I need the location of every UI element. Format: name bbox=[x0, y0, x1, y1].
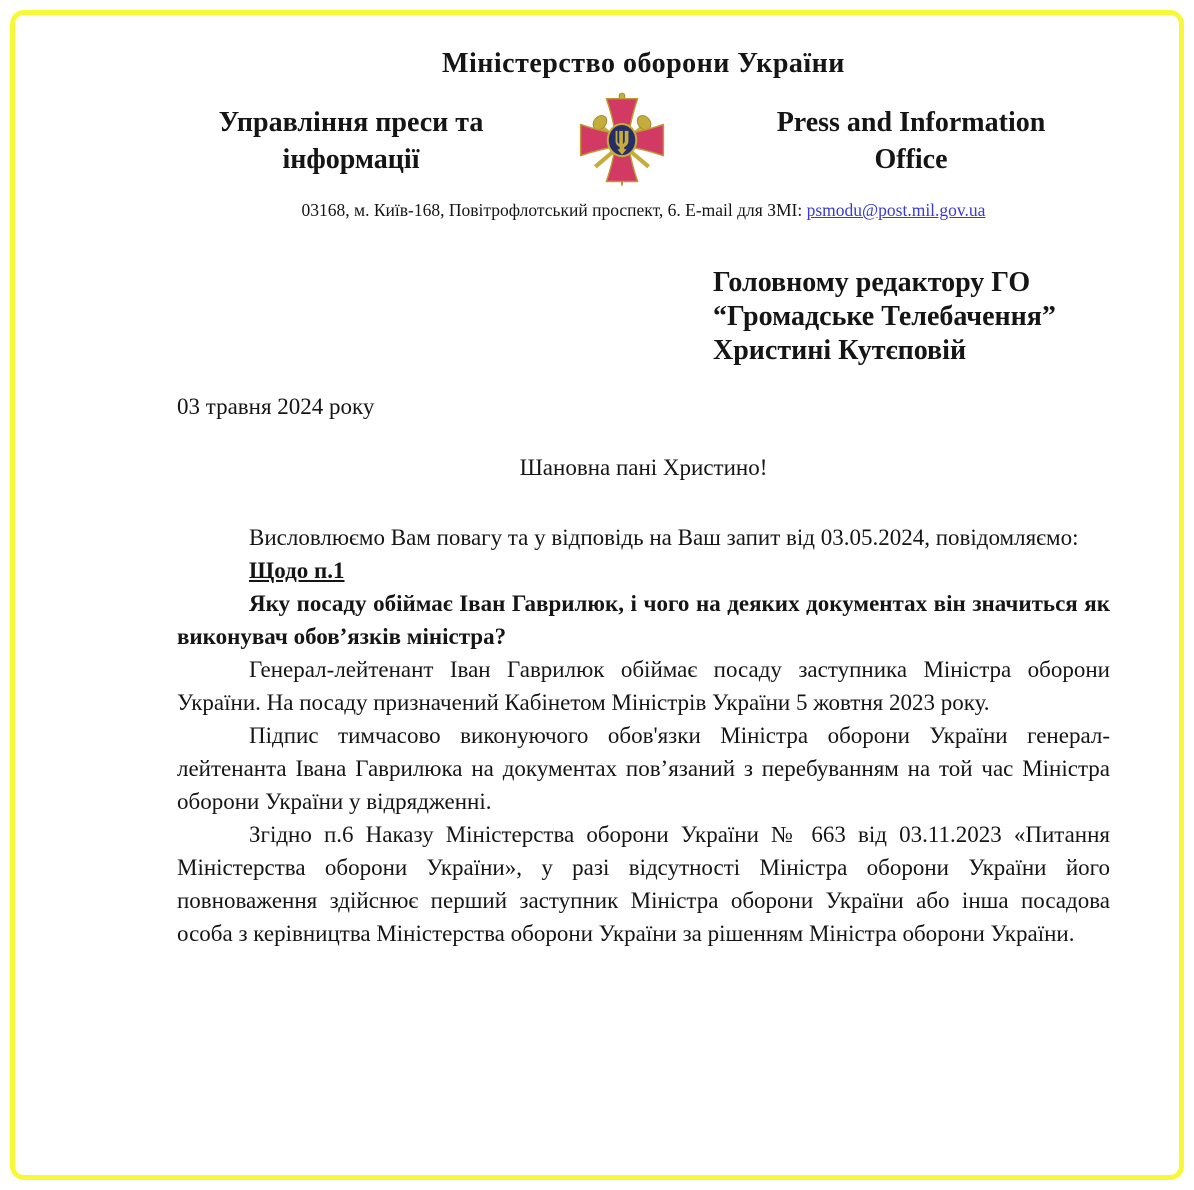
recipient-line2: “Громадське Телебачення” bbox=[713, 301, 1056, 332]
salutation: Шановна пані Христино! bbox=[519, 455, 768, 480]
office-uk-line2: інформації bbox=[282, 144, 420, 175]
letter-content bbox=[177, 0, 1110, 1190]
ministry-emblem-icon bbox=[576, 90, 668, 192]
office-en-line2: Office bbox=[874, 144, 948, 175]
paragraph-answer-1: Генерал-лейтенант Іван Гаврилюк обіймає посаду заступника Міністра оборони України. На посаду призначений Кабінетом Міністрів України 5 жовтня 2023 року. bbox=[177, 657, 1110, 715]
paragraph-answer-3: Згідно п.6 Наказу Міністерства оборони України № 663 від 03.11.2023 «Питання Міністерства оборони України», у разі відсутності Міністра оборони України його повноваження здійснює перший заступник Міністра оборони України або інша посадова особа з керівництва Міністерства оборони України за рішенням Міністра оборони України. bbox=[177, 822, 1110, 946]
recipient-block bbox=[713, 266, 1056, 368]
paragraph-question: Яку посаду обіймає Іван Гаврилюк, і чого на деяких документах він значиться як виконувач обов’язків міністра? bbox=[177, 591, 1110, 649]
ministry-title: Міністерство оборони України bbox=[442, 48, 845, 79]
office-name-ukrainian bbox=[193, 104, 509, 178]
office-name-english bbox=[751, 104, 1071, 178]
address-text: 03168, м. Київ-168, Повітрофлотський проспект, 6. E-mail для ЗМІ: bbox=[301, 200, 807, 220]
email-link[interactable]: psmodu@post.mil.gov.ua bbox=[806, 200, 986, 220]
office-en-line1: Press and Information bbox=[776, 107, 1046, 138]
date-line: 03 травня 2024 року bbox=[177, 394, 375, 419]
recipient-line3: Христині Кутєповій bbox=[713, 335, 967, 366]
letter-body bbox=[177, 521, 1110, 950]
section-heading-text: Щодо п.1 bbox=[249, 558, 345, 583]
address-line bbox=[177, 200, 1110, 221]
section-heading bbox=[177, 554, 1110, 587]
paragraph-answer-2: Підпис тимчасово виконуючого обов'язки Міністра оборони України генерал-лейтенанта Івана Гаврилюка на документах пов’язаний з перебуванням на той час Міністра оборони України у відрядженні. bbox=[177, 723, 1110, 814]
recipient-line1: Головному редактору ГО bbox=[713, 267, 1031, 298]
office-uk-line1: Управління преси та bbox=[218, 107, 484, 138]
paragraph-intro: Висловлюємо Вам повагу та у відповідь на Ваш запит від 03.05.2024, повідомляємо: bbox=[249, 525, 1079, 550]
